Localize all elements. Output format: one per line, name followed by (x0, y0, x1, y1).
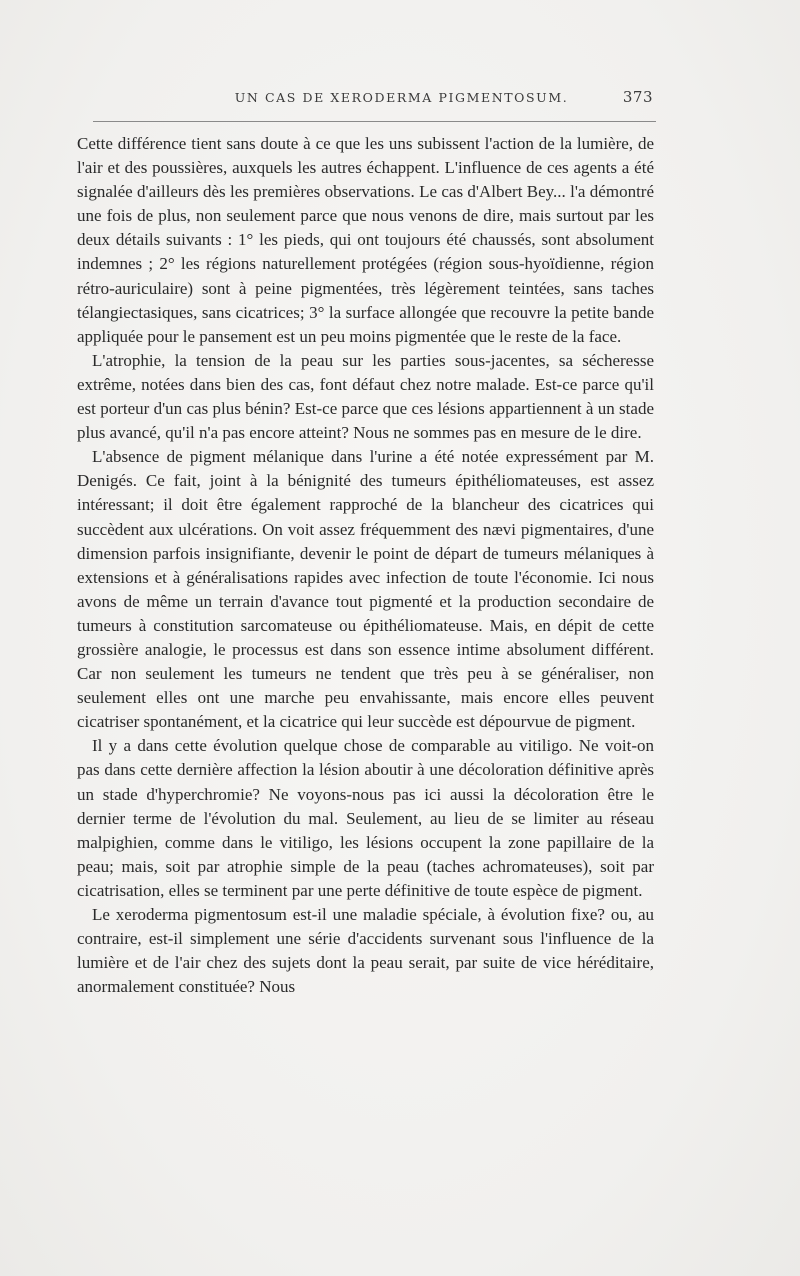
running-title: UN CAS DE XERODERMA PIGMENTOSUM. (234, 90, 569, 105)
page-number: 373 (622, 88, 653, 106)
header-rule (93, 121, 656, 122)
paragraph: Le xeroderma pigmentosum est-il une maladie spéciale, à évolution fixe? ou, au contraire, est-il simplement une série d'accidents survenant sous l'influence de la lumière et de l'air chez des sujets dont la peau serait, par suite de vice héréditaire, anormalement constituée? Nous (77, 905, 654, 997)
running-header (90, 90, 653, 110)
paragraph: L'atrophie, la tension de la peau sur les parties sous-jacentes, sa sécheresse extrême, notées dans bien des cas, font défaut chez notre malade. Est-ce parce qu'il est porteur d'un cas plus bénin? Est-ce parce que ces lésions appartiennent à un stade plus avancé, qu'il n'a pas encore atteint? Nous ne sommes pas en mesure de le dire. (77, 350, 654, 443)
body-text (77, 132, 654, 999)
paragraph: L'absence de pigment mélanique dans l'urine a été notée expressément par M. Denigés. Ce fait, joint à la bénignité des tumeurs épithéliomateuses, est assez intéressant; il doit être également rapproché de la blancheur des cicatrices qui succèdent aux ulcérations. On voit assez fréquemment des nævi pigmentaires, d'une dimension parfois insignifiante, devenir le point de départ de tumeurs mélaniques à extensions et à généralisations rapides avec infection de toute l'économie. Ici nous avons de même un terrain d'avance tout pigmenté et la production secondaire de tumeurs à constitution sarcomateuse ou épithéliomateuse. Mais, en dépit de cette grossière analogie, le processus est dans son essence intime absolument différent. Car non seulement les tumeurs ne tendent que très peu à se généraliser, non seulement elles ont une marche peu envahissante, mais encore elles peuvent cicatriser spontanément, et la cicatrice qui leur succède est dépourvue de pigment. (77, 447, 654, 732)
paragraph: Cette différence tient sans doute à ce que les uns subissent l'action de la lumière, de l'air et des poussières, auxquels les autres échappent. L'influence de ces agents a été signalée d'ailleurs dès les premières observations. Le cas d'Albert Bey... l'a démontré une fois de plus, non seulement parce que nous venons de dire, mais surtout par les deux détails suivants : 1° les pieds, qui ont toujours été chaussés, sont absolument indemnes ; 2° les régions naturellement protégées (région sous-hyoïdienne, région rétro-auriculaire) sont à peine pigmentées, très légèrement teintées, sans taches télangiectasiques, sans cicatrices; 3° la surface allongée que recouvre la petite bande appliquée pour le pansement est un peu moins pigmentée que le reste de la face. (77, 134, 654, 346)
paragraph: Il y a dans cette évolution quelque chose de comparable au vitiligo. Ne voit-on pas dans cette dernière affection la lésion aboutir à une décoloration définitive après un stade d'hyperchromie? Ne voyons-nous pas ici aussi la décoloration être le dernier terme de l'évolution du mal. Seulement, au lieu de se limiter au réseau malpighien, comme dans le vitiligo, les lésions occupent la zone papillaire de la peau; mais, soit par atrophie simple de la peau (taches achromateuses), soit par cicatrisation, elles se terminent par une perte définitive de toute espèce de pigment. (77, 736, 654, 900)
